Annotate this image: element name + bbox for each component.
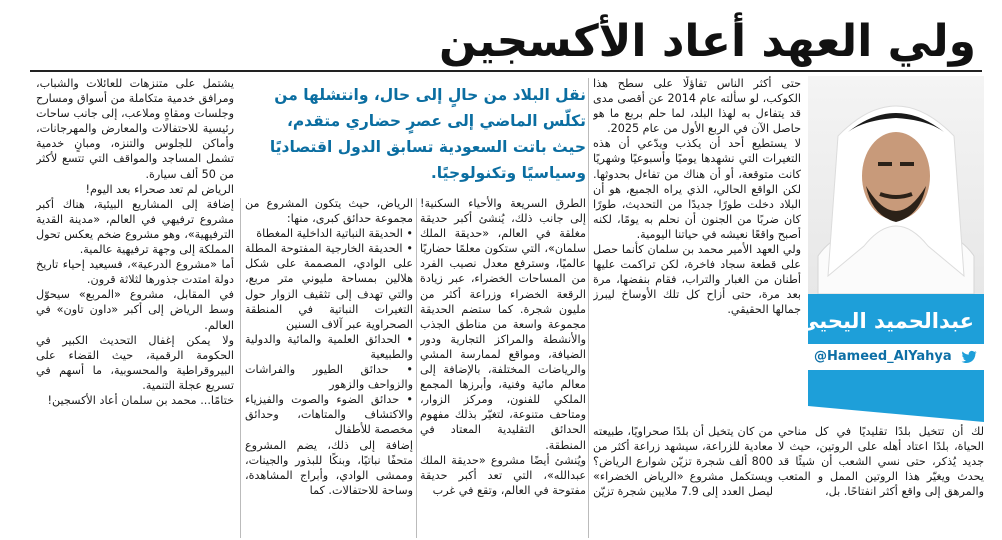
headline: ولي العهد أعاد الأكسجين (439, 16, 976, 67)
article-column-1 (593, 76, 801, 424)
article-paragraph: ويُنشئ أيضًا مشروع «حديقة الملك عبدالله»، التي تعد أكبر حديقة مفتوحة في العالم، وتقع في غرب (420, 453, 586, 497)
article-paragraph: من كان يتخيل أن بلدًا صحراويًا، طبيعته معادية للزراعة، سيشهد زراعة أكثر من 800 ألف شجرة تزيّن شوارع الرياض؟ ويستكمل مشروع «الرياض الخضراء» ليصل العدد إلى 7.9 ملايين شجرة تزيّن (593, 425, 773, 499)
article-paragraph: لك أن تتخيل بلدًا تقليديًا في كل مناحي الحياة، بلدًا اعتاد أهله على الروتين، حيث لا جديد يُذكر، حتى نسي الشعب أن شيئًا قد يحدث ويغيّر هذا الروتين الممل و المتعب والمرهق إلى واقع أكثر انفتاحًا. بل، (778, 425, 984, 499)
pull-quote-line: تكلّس الماضي إلى عصرٍ حضاري متقدم، (286, 112, 586, 130)
article-column-2 (420, 196, 586, 540)
article-list-item: • الحدائق العلمية والمائية والدولية والطبيعية (245, 332, 413, 361)
author-name: عبدالحميد اليحيى (798, 309, 974, 333)
column-divider (416, 198, 417, 538)
article-paragraph: يشتمل على متنزهات للعائلات والشباب، ومرافق خدمية متكاملة من أسواق ومسارح وجلسات ومقاهٍ وملاعب، إلى جانب ساحات رئيسية للاحتفالات والمعارض والمهرجانات، وأماكن للجلوس والتنزه، ومبانٍ خدمية تشمل المساجد والمواقف التي تتسع لأكثر من 50 ألف سيارة. (36, 77, 234, 181)
author-box-tail (808, 406, 984, 422)
article-paragraph: أما «مشروع الدرعية»، فسيعيد إحياء تاريخ دولة امتدت جذورها لثلاثة قرون. (36, 258, 234, 287)
column-divider (588, 78, 589, 538)
article-column-4 (36, 76, 234, 540)
article-list-item: • حدائق الضوء والصوت والفيزياء والاكتشاف والمتاهات، وحدائق مخصصة للأطفال (245, 393, 413, 437)
article-column-intro (778, 424, 984, 540)
article-paragraph: ولا يمكن إغفال التحديث الكبير في الحكومة الرقمية، حيث القضاء على البيروقراطية والمحسوبية، ما أسهم في تسريع عجلة التنمية. (36, 333, 234, 392)
headline-rule (30, 70, 982, 72)
twitter-bird-icon (960, 348, 978, 366)
column-divider (240, 198, 241, 538)
article-column-3 (245, 196, 413, 540)
article-paragraph: إضافة إلى المشاريع البيئية، هناك أكبر مشروع ترفيهي في العالم، «مدينة القدية الترفيهية»، وهو مشروع ضخم يعكس تحول المملكة إلى وجهة ترفيهية عالمية. (36, 197, 234, 257)
article-list-item: • الحديقة الخارجية المفتوحة المطلة على الوادي، المصممة على شكل هلالين بمساحة مليوني متر مربع، والتي تهدف إلى تثقيف الزوار حول التغيرات النباتية في المنطقة الصحراوية عبر آلاف السنين (245, 242, 413, 331)
article-list-item: • الحديقة النباتية الداخلية المغطاة (256, 227, 413, 241)
author-portrait-illustration (808, 76, 984, 294)
article-paragraph: ختامًا... محمد بن سلمان أعاد الأكسجين! (47, 393, 234, 407)
pull-quote (252, 82, 586, 190)
article-column-1-continued (593, 424, 773, 540)
article-list-item: • حدائق الطيور والفراشات والزواحف والزهور (245, 363, 413, 392)
article-paragraph: الطرق السريعة والأحياء السكنية! إلى جانب ذلك، يُنشئ أكبر حديقة مغلقة في العالم، «حديقة الملك سلمان»، التي ستكون معلمًا حضاريًا عالميًا، وسترفع معدل نصيب الفرد من المساحات الخضراء، عبر زيادة الرقعة الخضراء وزراعة أكثر من مليون شجرة. كما ستضم الحديقة مجموعة واسعة من مناطق الجذب والأنشطة والمراكز التجارية ودور الضيافة، ومواقع لممارسة المشي والرياضات المختلفة، بالإضافة إلى معالم مائية وفنية، وأبرزها المجمع الملكي للفنون، ومركز الزوار، ومتاحف متنوعة، لتغيّر بذلك مفهوم الحدائق التقليدية المعتاد في المنطقة. (420, 197, 586, 452)
author-handle-bar (808, 344, 984, 370)
pull-quote-line: حيث باتت السعودية تسابق الدول اقتصاديًا (269, 138, 586, 156)
pull-quote-line: وسياسيًا وتكنولوجيًا. (430, 164, 586, 182)
article-paragraph: لا يستطيع أحد أن يكذب ويدّعي أن هذه التغيرات التي نشهدها يوميًا وأسبوعيًا وشهريًا كانت متوقعة، أو أن هناك من تفاءل بحدوثها. لكن الواقع الحالي، الذي يراه الجميع، هو أن البلاد دخلت طورًا جديدًا من التحديث، طورًا كان ضربًا من الجنون أن نحلم به يومًا، لكنه أصبح واقعًا نعيشه في حياتنا اليومية. (593, 137, 801, 241)
pull-quote-line: نقل البلاد من حالٍ إلى حال، وانتشلها من (274, 86, 586, 104)
author-handle[interactable]: @Hameed_AlYahya (814, 349, 952, 364)
author-box (798, 76, 984, 406)
article-paragraph: الرياض لم تعد صحراء بعد اليوم! (85, 182, 234, 196)
article-paragraph: في المقابل، مشروع «المربع» سيحوّل وسط الرياض إلى أكبر «داون تاون» في العالم. (36, 288, 234, 332)
article-paragraph: إضافة إلى ذلك، يضم المشروع متحفًا نباتيًا، وبنكًا للبذور والجينات، وممشى الوادي، وأبراج المشاهدة، وساحة للاحتفالات. كما (245, 438, 413, 497)
article-paragraph: حتى أكثر الناس تفاؤلًا على سطح هذا الكوكب، لو سألته عام 2014 عن أقصى مدى قد يتفاءل به لهذا البلد، لما حلم بربع ما هو حاصل الآن في الربع الأول من عام 2025. (593, 77, 801, 136)
article-paragraph: الرياض، حيث يتكون المشروع من مجموعة حدائق كبرى، منها: (245, 197, 413, 226)
article-paragraph: ولي العهد الأمير محمد بن سلمان كأنما حصل على قطعة سجاد فاخرة، لكن تراكمت عليها أطنان من الغبار والتراب، فقام بنفضها، مرة بعد مرة، حتى أزاح كل تلك الأوساخ ليبرز جمالها الحقيقي. (593, 243, 801, 317)
author-photo (808, 76, 984, 294)
